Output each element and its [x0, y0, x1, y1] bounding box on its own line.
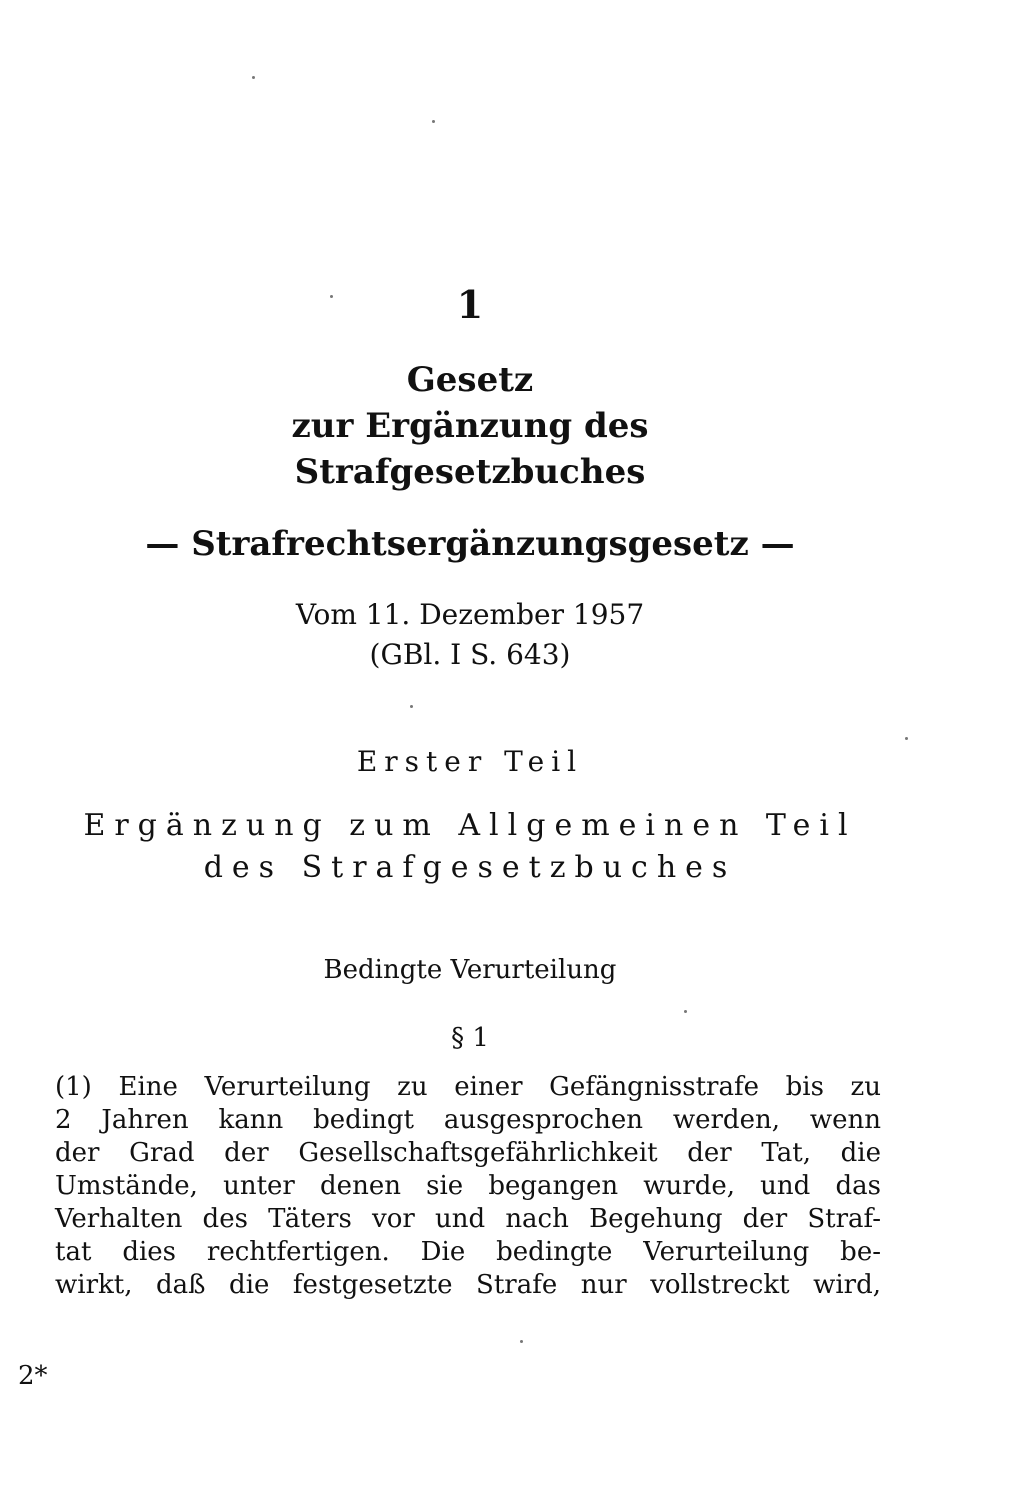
title-line: Strafgesetzbuches [294, 452, 646, 492]
chapter-number: 1 [456, 282, 484, 327]
law-title [0, 357, 940, 495]
section-heading: Bedingte Verurteilung [323, 955, 617, 985]
body-line: Umstände, unter denen sie begangen wurde, und das [55, 1171, 881, 1201]
print-speck [432, 120, 435, 123]
print-speck [410, 705, 413, 708]
paragraph-sign: § 1 [451, 1023, 489, 1053]
part-title-line: des Strafgesetzbuches [203, 850, 737, 885]
body-line: tat dies rechtfertigen. Die bedingte Verurteilung be- [55, 1237, 881, 1267]
title-line: zur Ergänzung des [291, 406, 649, 446]
date-line: Vom 11. Dezember 1957 [295, 598, 645, 631]
title-line: Gesetz [406, 360, 534, 400]
print-speck [520, 1340, 523, 1343]
body-line: (1) Eine Verurteilung zu einer Gefängnisstrafe bis zu [55, 1072, 881, 1102]
print-speck [905, 737, 908, 740]
part-title-line: Ergänzung zum Allgemeinen Teil [83, 808, 857, 843]
body-line: Verhalten des Täters vor und nach Begehung der Straf- [55, 1204, 881, 1234]
law-short-title: — Strafrechtsergänzungsgesetz — [145, 524, 795, 564]
print-speck [252, 76, 255, 79]
body-line: 2 Jahren kann bedingt ausgesprochen werden, wenn [55, 1105, 881, 1135]
part-title [0, 805, 940, 889]
body-line: wirkt, daß die festgesetzte Strafe nur vollstreckt wird, [55, 1270, 881, 1300]
print-speck [684, 1010, 687, 1013]
part-label: Erster Teil [356, 745, 584, 778]
body-paragraph [55, 1071, 881, 1302]
law-date-block [0, 595, 940, 675]
body-line: der Grad der Gesellschaftsgefährlichkeit der Tat, die [55, 1138, 881, 1168]
signature-mark: 2* [18, 1361, 48, 1391]
gazette-reference: (GBl. I S. 643) [369, 638, 571, 671]
